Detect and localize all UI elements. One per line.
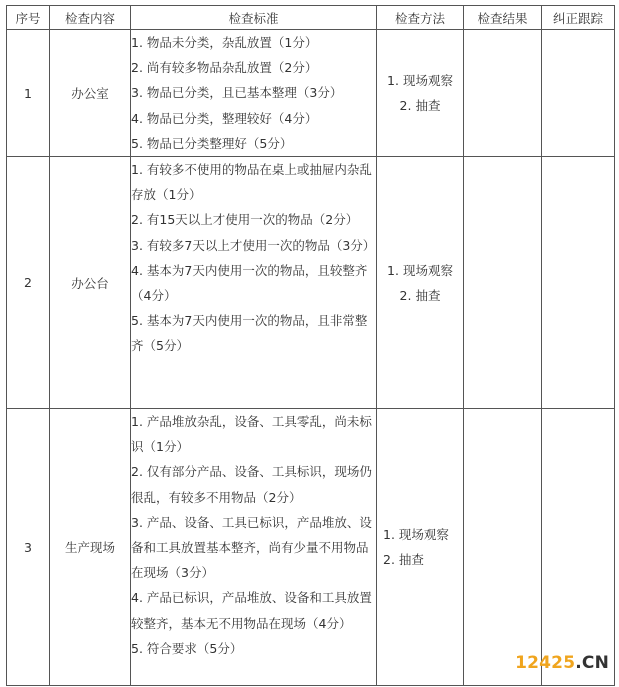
method-item: 2. 抽查: [399, 98, 441, 113]
method-item: 1. 现场观察: [387, 262, 453, 278]
standard-item: 1. 有较多不使用的物品在桌上或抽屉内杂乱存放（1分）: [131, 162, 372, 203]
row-content: 生产现场: [50, 409, 131, 686]
standard-item: 5. 符合要求（5分）: [131, 640, 243, 656]
method-item: 1. 现场观察: [387, 73, 453, 88]
method-item: 2. 抽查: [383, 552, 424, 568]
header-content: 检查内容: [50, 6, 131, 30]
standard-item: 2. 有15天以上才使用一次的物品（2分）: [131, 212, 359, 228]
inspection-table: [6, 5, 615, 686]
standard-item: 1. 物品未分类，杂乱放置（1分）: [131, 35, 318, 50]
row-content: 办公室: [50, 30, 131, 157]
watermark-domain: .CN: [575, 653, 609, 673]
row-standards: [131, 409, 377, 686]
standard-item: 3. 产品、设备、工具已标识，产品堆放、设备和工具放置基本整齐，尚有少量不用物品在现场（3分）: [131, 514, 372, 581]
row-tracking: [542, 157, 615, 409]
header-method: 检查方法: [377, 6, 464, 30]
header-no: 序号: [7, 6, 50, 30]
table-row: [7, 157, 615, 409]
site-watermark: [515, 653, 609, 673]
row-result: [464, 30, 542, 157]
row-result: [464, 409, 542, 686]
table-row: [7, 409, 615, 686]
row-methods: [377, 409, 464, 686]
row-result: [464, 157, 542, 409]
header-standard: 检查标准: [131, 6, 377, 30]
row-number: 1: [7, 30, 50, 157]
standard-item: 5. 基本为7天内使用一次的物品，且非常整齐（5分）: [131, 313, 368, 354]
standard-item: 5. 物品已分类整理好（5分）: [131, 135, 293, 151]
standard-item: 4. 物品已分类，整理较好（4分）: [131, 110, 318, 126]
standard-item: 4. 产品已标识，产品堆放、设备和工具放置较整齐，基本无不用物品在现场（4分）: [131, 590, 372, 631]
standard-item: 2. 尚有较多物品杂乱放置（2分）: [131, 60, 318, 76]
standard-item: 2. 仅有部分产品、设备、工具标识，现场仍很乱，有较多不用物品（2分）: [131, 464, 372, 505]
standard-item: 4. 基本为7天内使用一次的物品，且较整齐（4分）: [131, 262, 368, 304]
row-standards: [131, 30, 377, 157]
row-tracking: [542, 30, 615, 157]
table-row: [7, 30, 615, 157]
row-methods: [377, 157, 464, 409]
header-row: [7, 6, 615, 30]
standard-item: 3. 有较多7天以上才使用一次的物品（3分）: [131, 237, 376, 253]
row-content: 办公台: [50, 157, 131, 409]
header-tracking: 纠正跟踪: [542, 6, 615, 30]
method-item: 2. 抽查: [399, 287, 441, 303]
standard-item: 3. 物品已分类，且已基本整理（3分）: [131, 85, 343, 101]
row-number: 3: [7, 409, 50, 686]
method-item: 1. 现场观察: [383, 527, 449, 543]
watermark-number: 12425: [515, 653, 576, 673]
standard-item: 1. 产品堆放杂乱，设备、工具零乱，尚未标识（1分）: [131, 414, 372, 455]
row-tracking: [542, 409, 615, 686]
header-result: 检查结果: [464, 6, 542, 30]
row-standards: [131, 157, 377, 409]
row-number: 2: [7, 157, 50, 409]
row-methods: [377, 30, 464, 157]
